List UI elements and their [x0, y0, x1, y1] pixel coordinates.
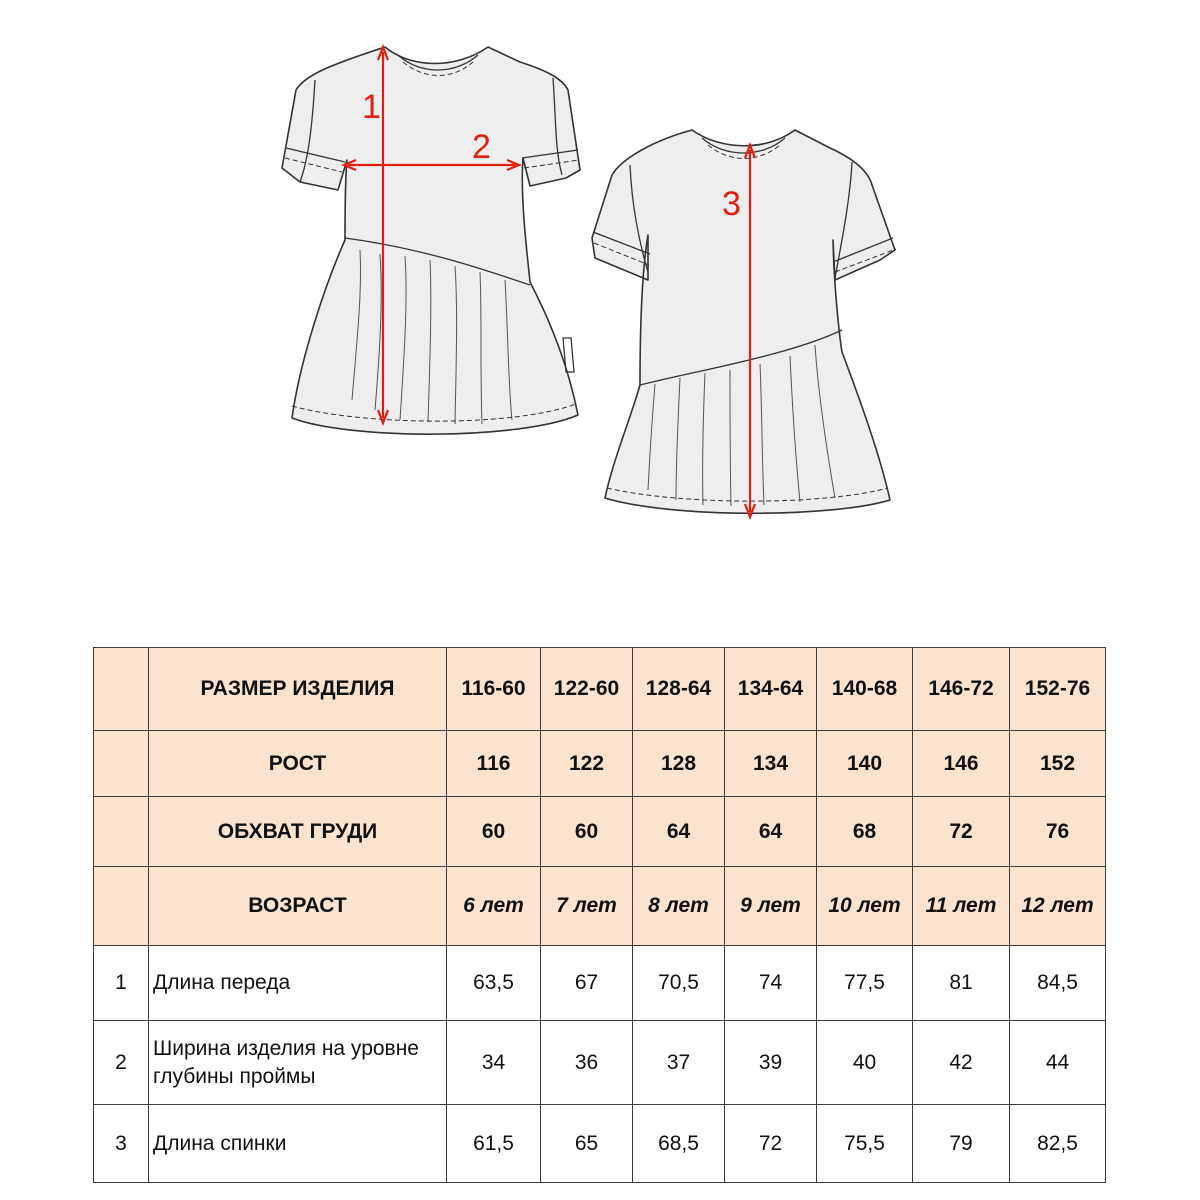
age-cell: 6 лет [447, 867, 541, 946]
size-cell: 122-60 [541, 648, 633, 731]
measurement-cell: 77,5 [817, 946, 913, 1021]
age-cell: 7 лет [541, 867, 633, 946]
height-cell: 140 [817, 731, 913, 797]
age-cell: 10 лет [817, 867, 913, 946]
age-cell: 11 лет [913, 867, 1010, 946]
height-cell: 152 [1010, 731, 1106, 797]
row-size [94, 648, 1106, 731]
age-cell: 12 лет [1010, 867, 1106, 946]
measure-mark-3: 3 [722, 185, 741, 223]
measurement-cell: 36 [541, 1021, 633, 1105]
measurement-label: Длина переда [149, 946, 447, 1021]
empty-cell [94, 648, 149, 731]
measurement-row [94, 1021, 1106, 1105]
measurement-cell: 61,5 [447, 1105, 541, 1183]
row-age [94, 867, 1106, 946]
measurement-number: 1 [94, 946, 149, 1021]
size-chart-table [93, 647, 1106, 1183]
measurement-cell: 81 [913, 946, 1010, 1021]
empty-cell [94, 867, 149, 946]
empty-cell [94, 797, 149, 867]
height-cell: 146 [913, 731, 1010, 797]
measurement-label: Длина спинки [149, 1105, 447, 1183]
size-cell: 134-64 [725, 648, 817, 731]
measurement-cell: 68,5 [633, 1105, 725, 1183]
height-label: РОСТ [149, 731, 447, 797]
height-cell: 122 [541, 731, 633, 797]
measurement-cell: 72 [725, 1105, 817, 1183]
measurement-cell: 37 [633, 1021, 725, 1105]
measurement-cell: 70,5 [633, 946, 725, 1021]
measurement-cell: 74 [725, 946, 817, 1021]
measurement-cell: 44 [1010, 1021, 1106, 1105]
measurement-cell: 63,5 [447, 946, 541, 1021]
chest-cell: 64 [725, 797, 817, 867]
measurement-cell: 65 [541, 1105, 633, 1183]
size-cell: 152-76 [1010, 648, 1106, 731]
measurement-cell: 42 [913, 1021, 1010, 1105]
height-cell: 128 [633, 731, 725, 797]
measure-mark-1: 1 [362, 88, 381, 126]
row-height [94, 731, 1106, 797]
measurement-number: 2 [94, 1021, 149, 1105]
height-cell: 116 [447, 731, 541, 797]
empty-cell [94, 731, 149, 797]
measurement-cell: 82,5 [1010, 1105, 1106, 1183]
measurement-cell: 39 [725, 1021, 817, 1105]
size-cell: 116-60 [447, 648, 541, 731]
age-label: ВОЗРАСТ [149, 867, 447, 946]
chest-cell: 76 [1010, 797, 1106, 867]
chest-cell: 60 [447, 797, 541, 867]
garment-drawing [0, 0, 1200, 560]
chest-cell: 72 [913, 797, 1010, 867]
age-cell: 8 лет [633, 867, 725, 946]
dress-back-view [592, 130, 896, 513]
chest-cell: 60 [541, 797, 633, 867]
header-label: РАЗМЕР ИЗДЕЛИЯ [149, 648, 447, 731]
height-cell: 134 [725, 731, 817, 797]
dress-front-view [282, 47, 580, 434]
measurement-row [94, 1105, 1106, 1183]
measurement-cell: 84,5 [1010, 946, 1106, 1021]
measurement-label: Ширина изделия на уровне глубины проймы [149, 1021, 447, 1105]
measurement-cell: 34 [447, 1021, 541, 1105]
chest-cell: 64 [633, 797, 725, 867]
measure-mark-2: 2 [472, 128, 491, 166]
measurement-cell: 75,5 [817, 1105, 913, 1183]
chest-cell: 68 [817, 797, 913, 867]
size-cell: 128-64 [633, 648, 725, 731]
measurement-cell: 40 [817, 1021, 913, 1105]
measurement-number: 3 [94, 1105, 149, 1183]
measurement-cell: 79 [913, 1105, 1010, 1183]
size-cell: 140-68 [817, 648, 913, 731]
measurement-row [94, 946, 1106, 1021]
chest-label: ОБХВАТ ГРУДИ [149, 797, 447, 867]
age-cell: 9 лет [725, 867, 817, 946]
row-chest [94, 797, 1106, 867]
size-cell: 146-72 [913, 648, 1010, 731]
measurement-cell: 67 [541, 946, 633, 1021]
